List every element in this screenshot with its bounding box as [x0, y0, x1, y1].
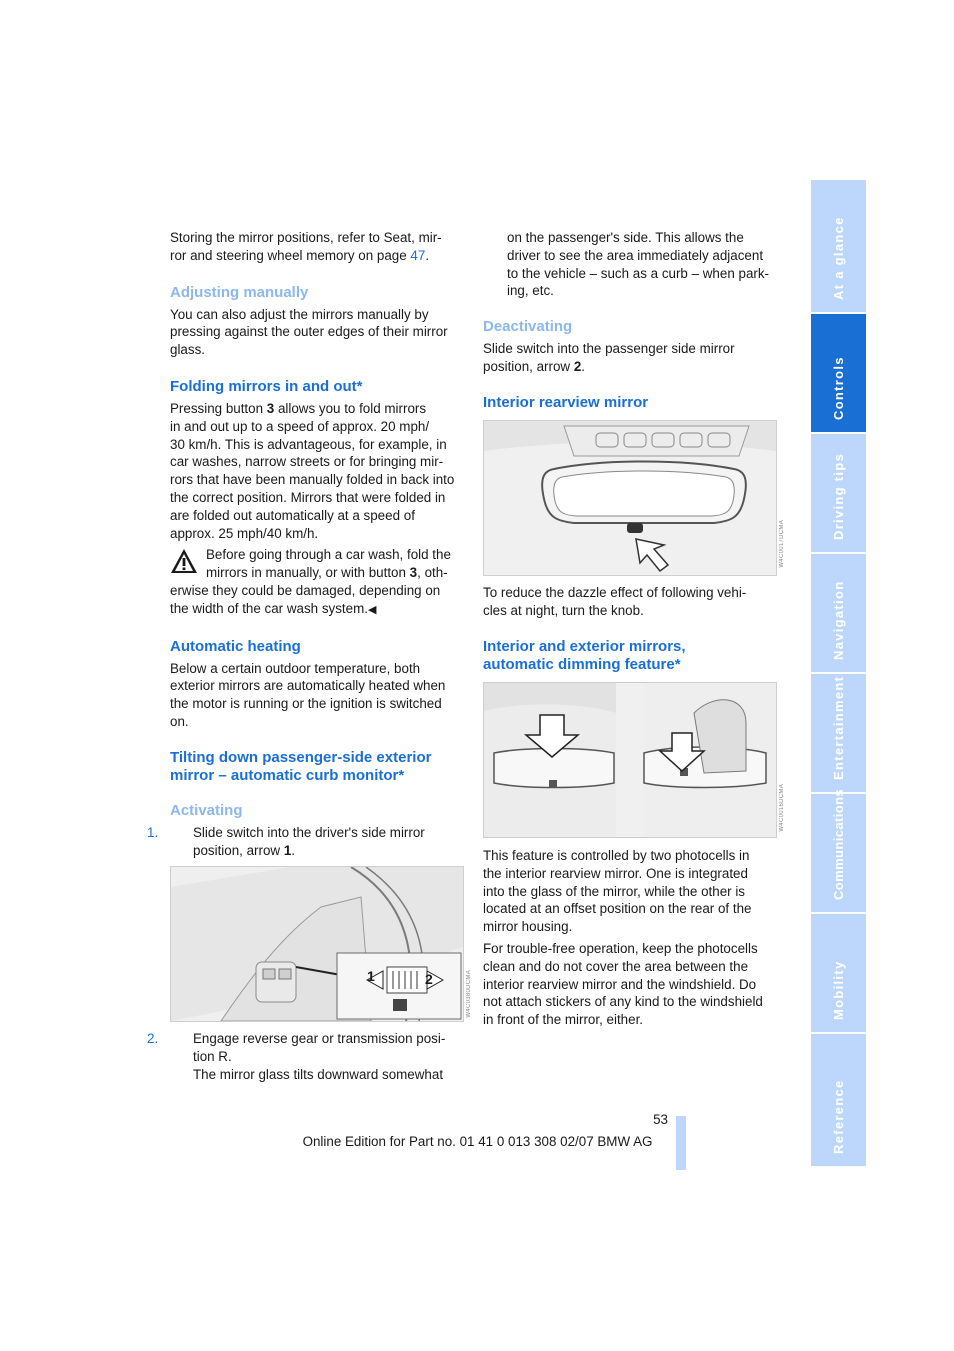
cleaning-text: For trouble-free operation, keep the photocells clean and do not cover the area between the interior rearview mirror and the windshield. Do not attach stickers of any kind to the windshield in front of the mirror, either.	[483, 940, 763, 1028]
right-column-dazzle	[483, 584, 778, 674]
automatic-dimming-heading: Interior and exterior mirrors, automatic dimming feature*	[483, 637, 686, 673]
right-column-photocells	[483, 847, 778, 1029]
tab-reference[interactable]: Reference	[811, 1034, 866, 1168]
tab-mobility[interactable]: Mobility	[811, 914, 866, 1034]
automatic-heating-heading: Automatic heating	[170, 637, 301, 655]
adjusting-manually-heading: Adjusting manually	[170, 283, 309, 301]
step-2: 2. Engage reverse gear or transmission posi- tion R. The mirror glass tilts downward somewhat	[147, 1031, 446, 1082]
tab-controls[interactable]: Controls	[811, 314, 866, 434]
tab-at-a-glance[interactable]: At a glance	[811, 180, 866, 314]
folding-mirrors-text: Pressing button 3 allows you to fold mirrors in and out up to a speed of approx. 20 mph/ 30 km/h. This is advantageous, for example, in car washes, narrow streets or for bringing mir- rors that have been manually folded in back into the correct position. Mirrors that were folded in are folded out automatically at a speed of approx. 25 mph/40 km/h.	[170, 400, 455, 541]
page-link[interactable]: 47	[410, 247, 426, 263]
arrow-label-2: 2	[425, 971, 433, 987]
interior-rearview-heading: Interior rearview mirror	[483, 393, 649, 411]
page-number: 53	[653, 1112, 668, 1127]
figure-code-1: W4C0380DCMA	[466, 970, 472, 1018]
footer-text: Online Edition for Part no. 01 41 0 013 308 02/07 BMW AG	[302, 1134, 653, 1149]
photocells-text: This feature is controlled by two photocells in the interior rearview mirror. One is integrated into the glass of the mirror, while the other is located at an offset position on the rear of the mirror housing.	[483, 848, 752, 935]
warning-triangle-icon	[170, 548, 198, 574]
automatic-heating-text: Below a certain outdoor temperature, both exterior mirrors are automatically heated when the motor is running or the ignition is switched on.	[170, 660, 446, 729]
door-switch-drawing	[171, 867, 463, 1021]
dazzle-text: To reduce the dazzle effect of following vehi- cles at night, turn the knob.	[483, 585, 747, 618]
intro-text: Storing the mirror positions, refer to Seat, mir- ror and steering wheel memory on page 47.	[170, 230, 442, 263]
tilting-down-heading: Tilting down passenger-side exterior mirror – automatic curb monitor*	[170, 748, 432, 784]
left-column	[147, 229, 465, 859]
photocells-drawing	[484, 683, 776, 837]
curb-monitor-text: on the passenger's side. This allows the driver to see the area immediately adjacent to the vehicle – such as a curb – when park- ing, etc.	[507, 230, 770, 299]
rearview-mirror-drawing	[484, 421, 776, 575]
warning-note: Before going through a car wash, fold the mirrors in manually, or with button 3, oth- erwise they could be damaged, depending on the width of the car wash system.◀	[170, 547, 451, 616]
rearview-mirror-illustration	[483, 420, 777, 576]
tab-entertainment[interactable]: Entertainment	[811, 674, 866, 794]
door-switch-illustration	[170, 866, 464, 1022]
activating-heading: Activating	[170, 801, 243, 819]
tab-communications[interactable]: Communications	[811, 794, 866, 914]
deactivating-text: Slide switch into the passenger side mirror position, arrow 2.	[483, 341, 735, 374]
figure-code-3: W4C0016DCMA	[779, 784, 785, 832]
step-1: 1. Slide switch into the driver's side mirror position, arrow 1.	[147, 824, 425, 858]
arrow-label-1: 1	[367, 968, 375, 984]
figure-code-2: W4C0017DCMA	[779, 520, 785, 568]
right-column	[483, 229, 778, 412]
chapter-tabs	[811, 180, 866, 1168]
page-marker-bar	[676, 1116, 686, 1170]
end-marker-icon: ◀	[367, 603, 377, 616]
left-column-continued	[147, 1030, 465, 1083]
adjusting-manually-text: You can also adjust the mirrors manually by pressing against the outer edges of their mirror glass.	[170, 306, 448, 358]
tab-navigation[interactable]: Navigation	[811, 554, 866, 674]
tab-driving-tips[interactable]: Driving tips	[811, 434, 866, 554]
folding-mirrors-heading: Folding mirrors in and out*	[170, 377, 363, 395]
photocells-illustration	[483, 682, 777, 838]
deactivating-heading: Deactivating	[483, 318, 573, 336]
